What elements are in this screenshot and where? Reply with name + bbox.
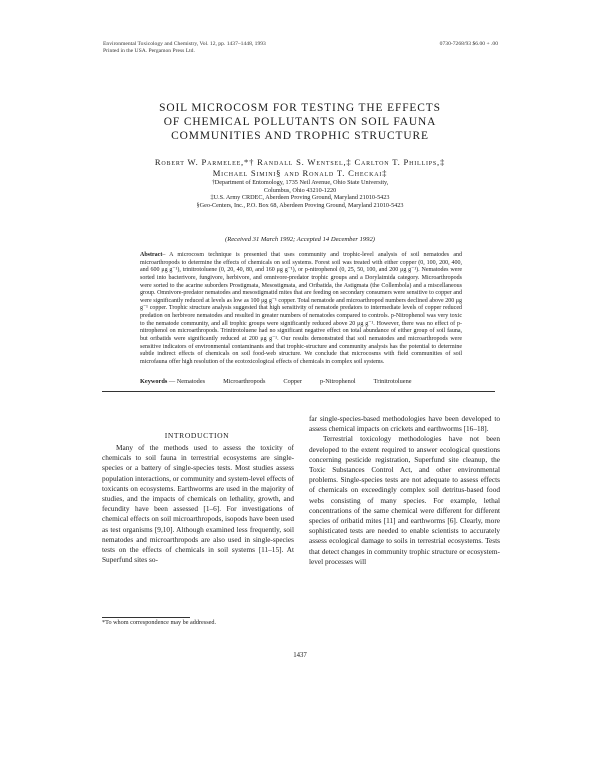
keywords: Keywords — Nematodes Microarthropods Copper p-Nitrophenol Trinitrotoluene	[140, 378, 412, 385]
right-paragraph-2: Terrestrial toxicology methodologies have not been developed to the extent required to answer ecological questions concerning pesticide registration, Superfund site cleanup, the Toxic Substances Control Act, and other environmental problems. Single-species tests are not adequate to assess effects of chemicals on exceedingly complex soil detritus-based food webs consisting of many species. For example, lethal concentrations of the same chemical were different for different species of oribatid mites [11] and earthworms [6]. Clearly, more sophisticated tests are needed to enable scientists to accurately assess ecological damage to soils in terrestrial ecosystems. Tests that detect changes in community trophic structure or ecosystem-level processes will	[309, 434, 500, 566]
authors-line-1: Robert W. Parmelee,*† Randall S. Wentsel,‡ Carlton T. Phillips,‡	[154, 157, 446, 167]
right-column	[309, 414, 500, 567]
keyword: Copper	[283, 378, 302, 385]
abstract	[140, 252, 462, 366]
received-dates: (Received 31 March 1992; Accepted 14 December 1992)	[225, 236, 375, 243]
abstract-text: – A microcosm technique is presented that uses community and trophic-level analysis of soil nematodes and microarthropods to determine the effects of chemicals on soil systems. Forest soil was treated with either copper (0, 100, 200, 400, and 600 μg g⁻¹), trinitrotoluene (0, 20, 40, 80, and 160 μg g⁻¹), or p-nitrophenol (0, 25, 50, 100, and 200 μg g⁻¹). Nematodes were sorted into bacterivore, fungivore, herbivore, and omnivore-predator trophic groups and a Dorylaimida category. Microarthropods were sorted to the acarine suborders Prostigmata, Mesostigmata, and Oribatida, the Astigmata (the Collembola) and a miscellaneous group. Omnivore-predator nematodes and mesostigmatid mites that are feeding on secondary consumers were sensitive to copper and were significantly reduced at levels as low as 100 μg g⁻¹ copper. Total nematode and microarthropod numbers declined above 200 μg g⁻¹ copper. Trophic structure analysis suggested that high sensitivity of nematode predators to intermediate levels of copper reduced predation on herbivore nematodes and resulted in greater numbers of nematodes compared to controls. p-Nitrophenol was very toxic to the nematode community, and all trophic groups were significantly reduced above 20 μg g⁻¹. However, there was no effect of p-nitrophenol on microarthropods. Trinitrotoluene had no significant negative effect on total abundance of either group of soil fauna, but oribatids were significantly reduced at 200 μg g⁻¹. Our results demonstrated that soil nematodes and microarthropods were sensitive indicators of environmental contaminants and that trophic-structure and community analysis has the potential to determine subtle indirect effects of chemicals on soil food-web structure. We conclude that microcosms with field communities of soil microfauna offer high resolution of the ecotoxicological effects of chemicals in complex soil systems.	[140, 252, 462, 365]
affiliation-line: †Department of Entomology, 1735 Neil Avenue, Ohio State University,	[211, 179, 389, 186]
journal-line-1: Environmental Toxicology and Chemistry, Vol. 12, pp. 1437–1448, 1993	[103, 41, 266, 47]
right-paragraph-1: far single-species-based methodologies have been developed to assess chemical impacts on crickets and earthworms [16–18].	[309, 414, 500, 434]
keyword: Trinitrotoluene	[373, 378, 412, 385]
affiliation-line: §Geo-Centers, Inc., P.O. Box 68, Aberdeen Proving Ground, Maryland 21010-5423	[196, 202, 404, 210]
abstract-label: Abstract	[140, 252, 163, 258]
affiliation-line: ‡U.S. Army CRDEC, Aberdeen Proving Ground, Maryland 21010-5423	[210, 194, 390, 202]
title-line-1: SOIL MICROCOSM FOR TESTING THE EFFECTS	[159, 102, 441, 114]
article-title	[100, 101, 500, 143]
title-line-2: OF CHEMICAL POLLUTANTS ON SOIL FAUNA	[163, 116, 437, 128]
journal-citation	[103, 41, 266, 55]
affiliations	[100, 179, 500, 210]
affiliation-line: Columbus, Ohio 43210-1220	[263, 186, 337, 194]
journal-line-2: Printed in the USA. Pergamon Press Ltd.	[103, 48, 195, 54]
keyword: p-Nitrophenol	[319, 378, 356, 385]
introduction-heading: INTRODUCTION	[164, 431, 230, 440]
footnote-divider	[102, 617, 190, 618]
footnote: *To whom correspondence may be addressed.	[102, 619, 216, 626]
title-line-3: COMMUNITIES AND TROPHIC STRUCTURE	[171, 130, 429, 142]
keyword: Microarthropods	[223, 378, 266, 385]
keywords-label: Keywords	[140, 378, 168, 385]
author-list	[100, 157, 500, 179]
page-number: 1437	[293, 652, 307, 659]
section-divider	[102, 391, 495, 392]
issn-code: 0730-7268/93 $6.00 + .00	[439, 41, 498, 47]
left-column-text: Many of the methods used to assess the toxicity of chemicals to soil fauna in terrestrial ecosystems are single-species or a battery of single-species tests. Most studies assess population interactions, or community and system-level effects of toxicants on ecosystems. Earthworms are used in the majority of studies, and the impacts of chemicals on lethality, growth, and fecundity have been assessed [1–6]. For investigations of chemical effects on soil microarthropods, isopods have been used as test organisms [9,10]. Although examined less frequently, soil nematodes and microarthropods are also used in single-species tests on the effects of chemicals in soil systems [11–15]. At Superfund sites so-	[102, 443, 294, 565]
authors-line-2: Michael Simini§ and Ronald T. Checkai‡	[212, 168, 388, 178]
keyword: Nematodes	[176, 378, 206, 385]
